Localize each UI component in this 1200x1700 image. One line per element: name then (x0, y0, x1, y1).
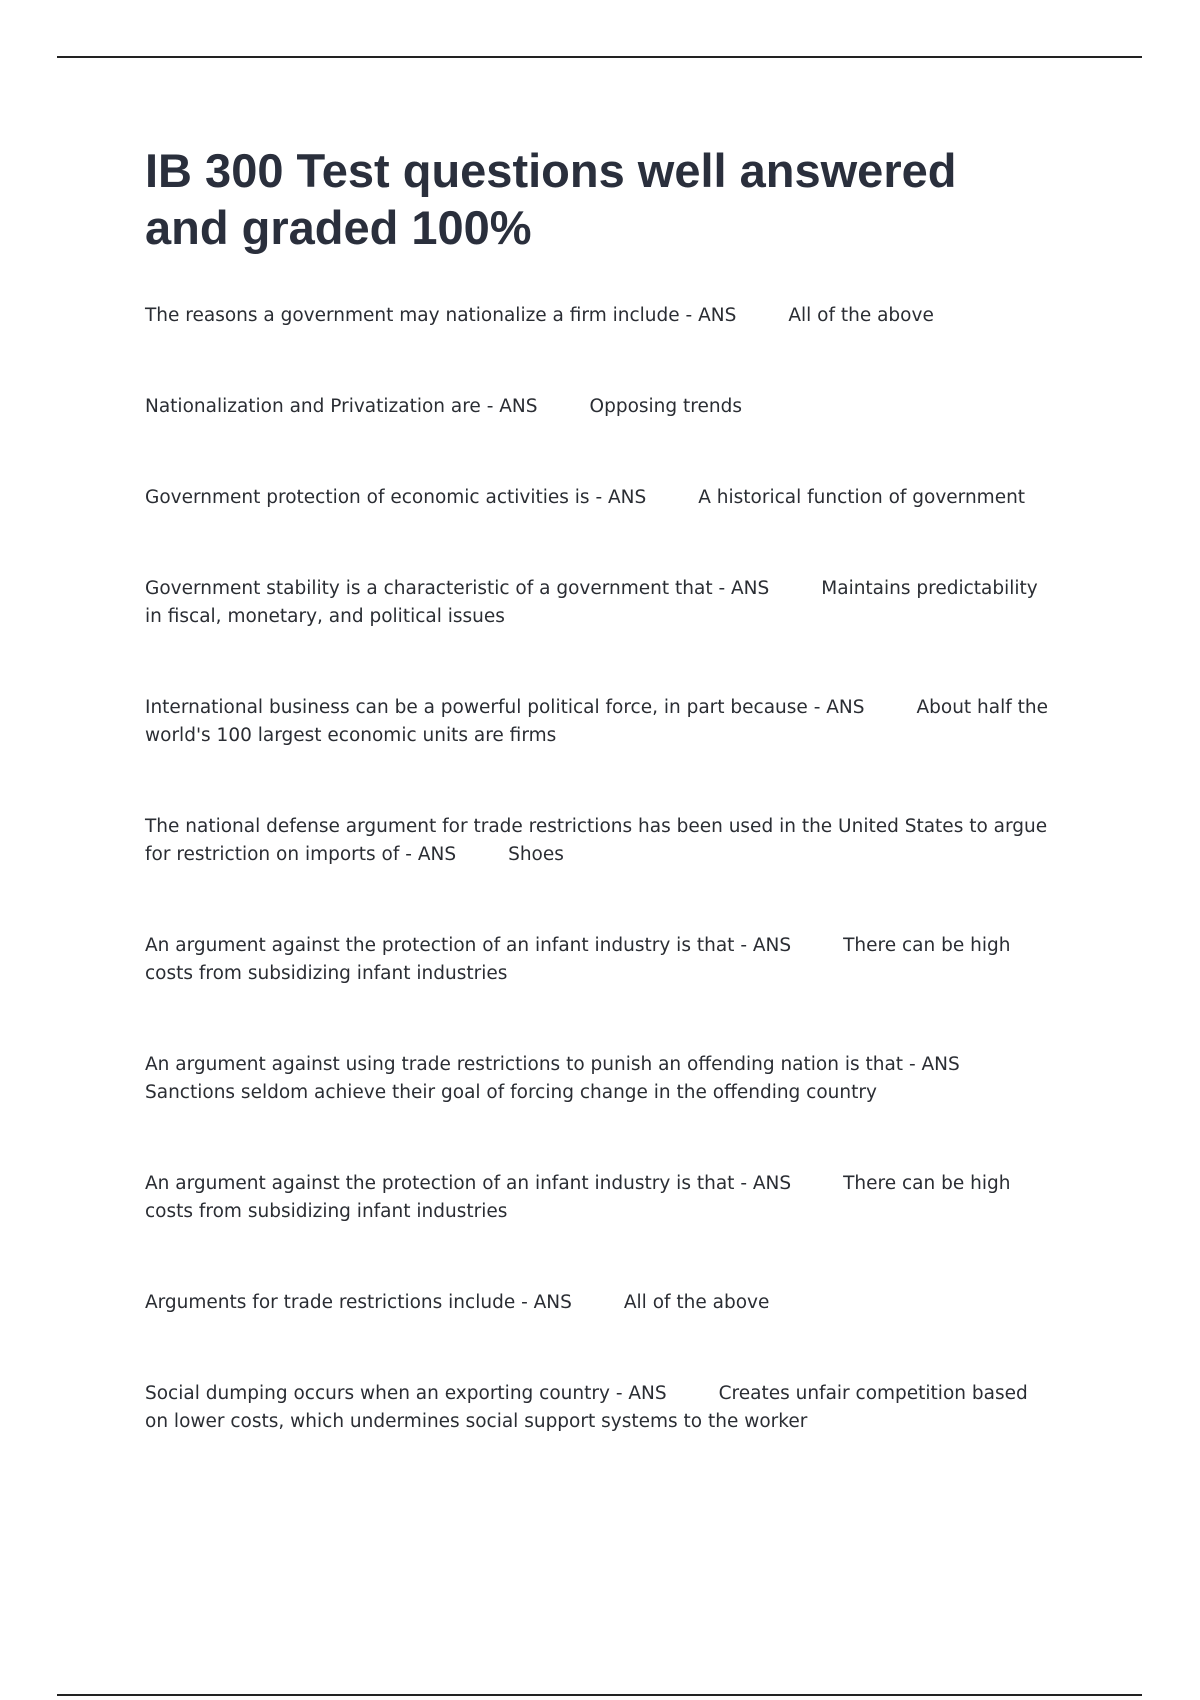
ans-label: - ANS (813, 697, 865, 718)
answer-text: A historical function of government (698, 487, 1026, 508)
qa-list (145, 302, 1055, 1499)
question-text: Social dumping occurs when an exporting country (145, 1383, 610, 1404)
top-rule (57, 56, 1142, 58)
qa-item (145, 694, 1055, 750)
answer-text: Creates unfair competition based on lower costs, which undermines social support systems to the worker (145, 1383, 1028, 1432)
qa-item (145, 393, 1055, 421)
bottom-rule (57, 1694, 1142, 1696)
answer-text: Shoes (508, 844, 564, 865)
question-text: Government protection of economic activities is (145, 487, 590, 508)
ans-label: - ANS (595, 487, 647, 508)
qa-item (145, 1051, 1055, 1107)
answer-text: About half the world's 100 largest economic units are firms (145, 697, 1049, 746)
question-text: International business can be a powerful political force, in part because (145, 697, 808, 718)
ans-label: - ANS (405, 844, 457, 865)
qa-item (145, 1380, 1055, 1436)
qa-item (145, 484, 1055, 512)
ans-label: - ANS (521, 1292, 572, 1313)
qa-item (145, 932, 1055, 988)
ans-label: - ANS (615, 1383, 667, 1404)
answer-text: Sanctions seldom achieve their goal of forcing change in the offending country (145, 1082, 877, 1103)
answer-text: Opposing trends (589, 396, 742, 417)
page-title: IB 300 Test questions well answered and graded 100% (145, 144, 957, 254)
ans-label: - ANS (486, 396, 538, 417)
qa-item (145, 1289, 1055, 1317)
answer-text: There can be high costs from subsidizing infant industries (145, 1173, 1011, 1222)
question-text: An argument against using trade restrictions to punish an offending nation is that (145, 1054, 904, 1075)
qa-item (145, 813, 1055, 869)
question-text: The reasons a government may nationalize a firm include (145, 305, 680, 326)
question-text: Government stability is a characteristic of a government that (145, 578, 713, 599)
question-text: Nationalization and Privatization are (145, 396, 481, 417)
ans-label: - ANS (740, 935, 792, 956)
question-text: Arguments for trade restrictions include (145, 1292, 516, 1313)
qa-item (145, 302, 1055, 330)
ans-label: - ANS (908, 1054, 960, 1075)
ans-label: - ANS (718, 578, 770, 599)
answer-text: All of the above (623, 1292, 770, 1313)
qa-item (145, 575, 1055, 631)
qa-item (145, 1170, 1055, 1226)
question-text: The national defense argument for trade restrictions has been used in the United States to argue for restriction on imports of (145, 816, 1048, 865)
question-text: An argument against the protection of an infant industry is that (145, 935, 735, 956)
ans-label: - ANS (740, 1173, 792, 1194)
answer-text: All of the above (788, 305, 934, 326)
answer-text: Maintains predictability in fiscal, monetary, and political issues (145, 578, 1038, 627)
question-text: An argument against the protection of an infant industry is that (145, 1173, 735, 1194)
answer-text: There can be high costs from subsidizing infant industries (145, 935, 1011, 984)
ans-label: - ANS (685, 305, 737, 326)
